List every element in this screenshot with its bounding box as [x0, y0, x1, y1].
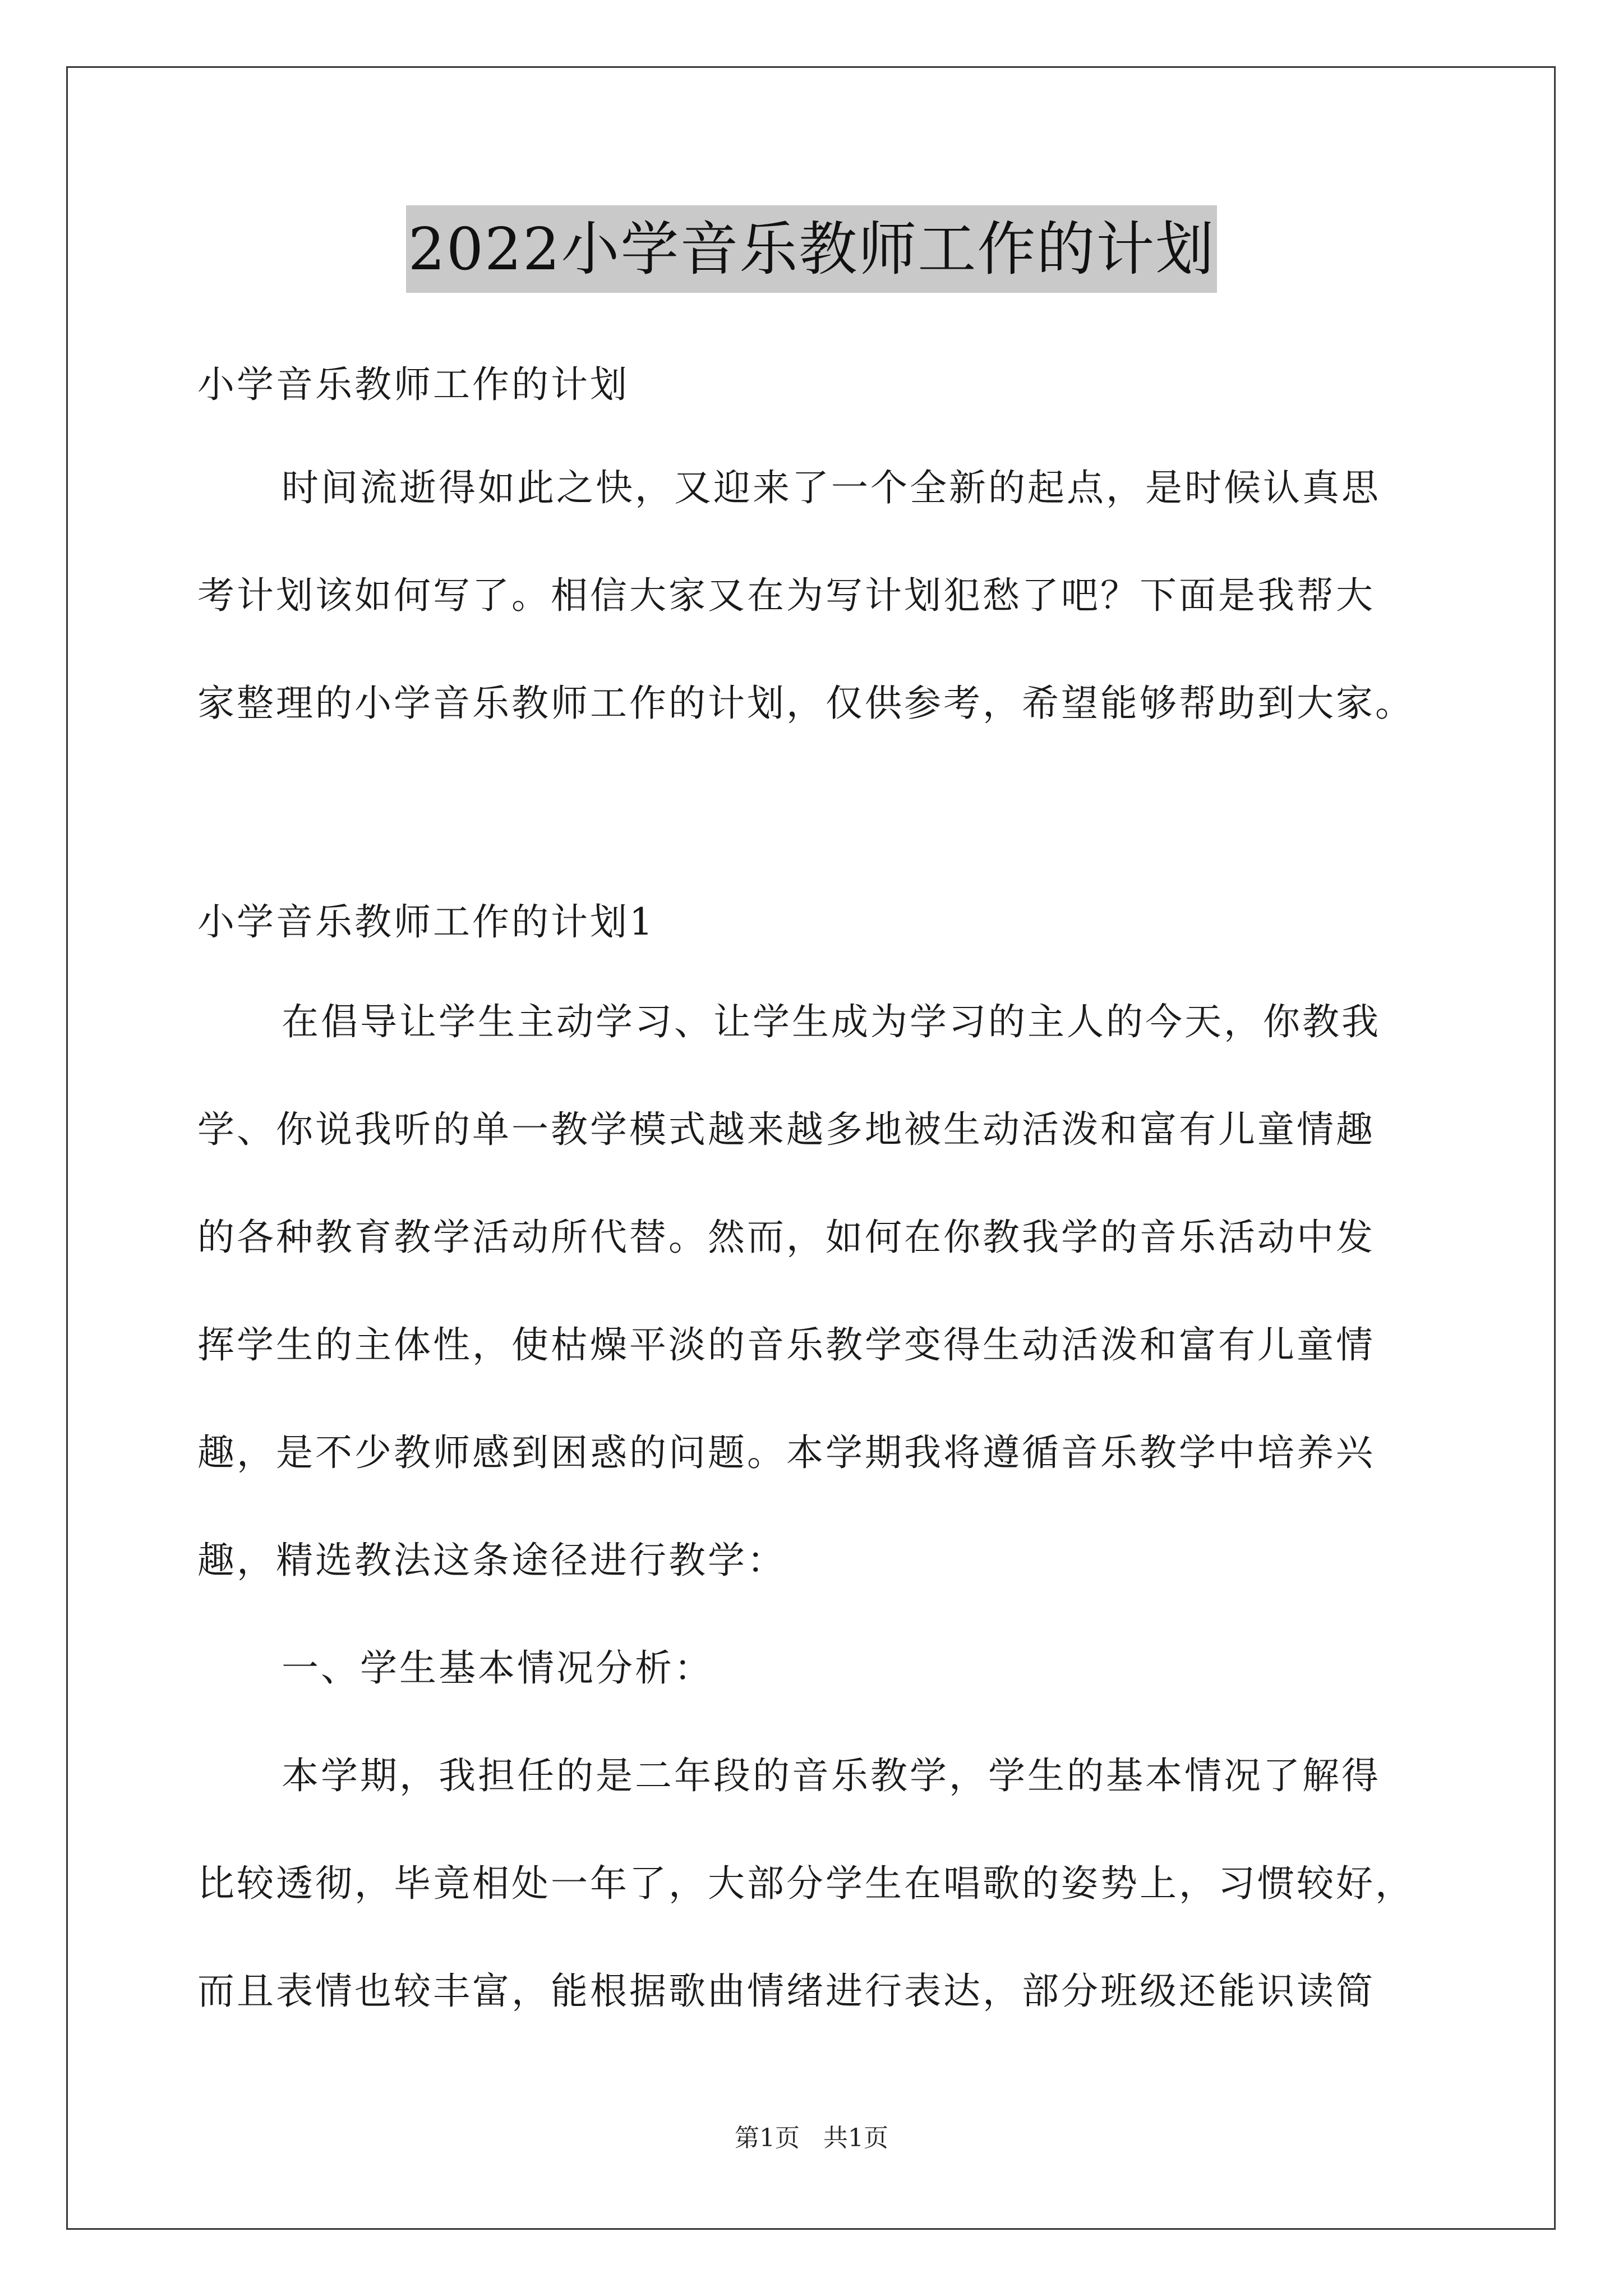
section-heading: 小学音乐教师工作的计划1	[197, 900, 655, 944]
section-line: 趣，精选教法这条途径进行教学：	[197, 1539, 786, 1582]
intro-line: 家整理的小学音乐教师工作的计划，仅供参考，希望能够帮助到大家。	[197, 682, 1414, 725]
section-line: 挥学生的主体性，使枯燥平淡的音乐教学变得生动活泼和富有儿童情	[197, 1323, 1375, 1366]
intro-line: 时间流逝得如此之快，又迎来了一个全新的起点，是时候认真思	[282, 466, 1381, 509]
title-container	[0, 205, 1623, 293]
analysis-line: 而且表情也较丰富，能根据歌曲情绪进行表达，部分班级还能识读简	[197, 1970, 1375, 2013]
analysis-heading-block	[197, 1614, 1454, 1722]
section-line: 在倡导让学生主动学习、让学生成为学习的主人的今天，你教我	[282, 1000, 1381, 1043]
section-line: 的各种教育教学活动所代替。然而，如何在你教我学的音乐活动中发	[197, 1216, 1375, 1259]
analysis-heading: 一、学生基本情况分析：	[282, 1646, 713, 1690]
intro-line: 考计划该如何写了。相信大家又在为写计划犯愁了吧？下面是我帮大	[197, 574, 1375, 617]
analysis-line: 本学期，我担任的是二年段的音乐教学，学生的基本情况了解得	[282, 1754, 1381, 1797]
page-footer: 第1页 共1页	[735, 2124, 888, 2152]
document-title: 2022小学音乐教师工作的计划	[406, 205, 1218, 293]
intro-paragraph	[197, 434, 1454, 757]
section-line: 趣，是不少教师感到困惑的问题。本学期我将遵循音乐教学中培养兴	[197, 1431, 1375, 1474]
analysis-line: 比较透彻，毕竟相处一年了，大部分学生在唱歌的姿势上，习惯较好，	[197, 1862, 1414, 1905]
document-subtitle: 小学音乐教师工作的计划	[197, 363, 629, 406]
section-paragraph	[197, 968, 1454, 1614]
section-line: 学、你说我听的单一教学模式越来越多地被生动活泼和富有儿童情趣	[197, 1108, 1375, 1151]
analysis-paragraph	[197, 1722, 1454, 2045]
